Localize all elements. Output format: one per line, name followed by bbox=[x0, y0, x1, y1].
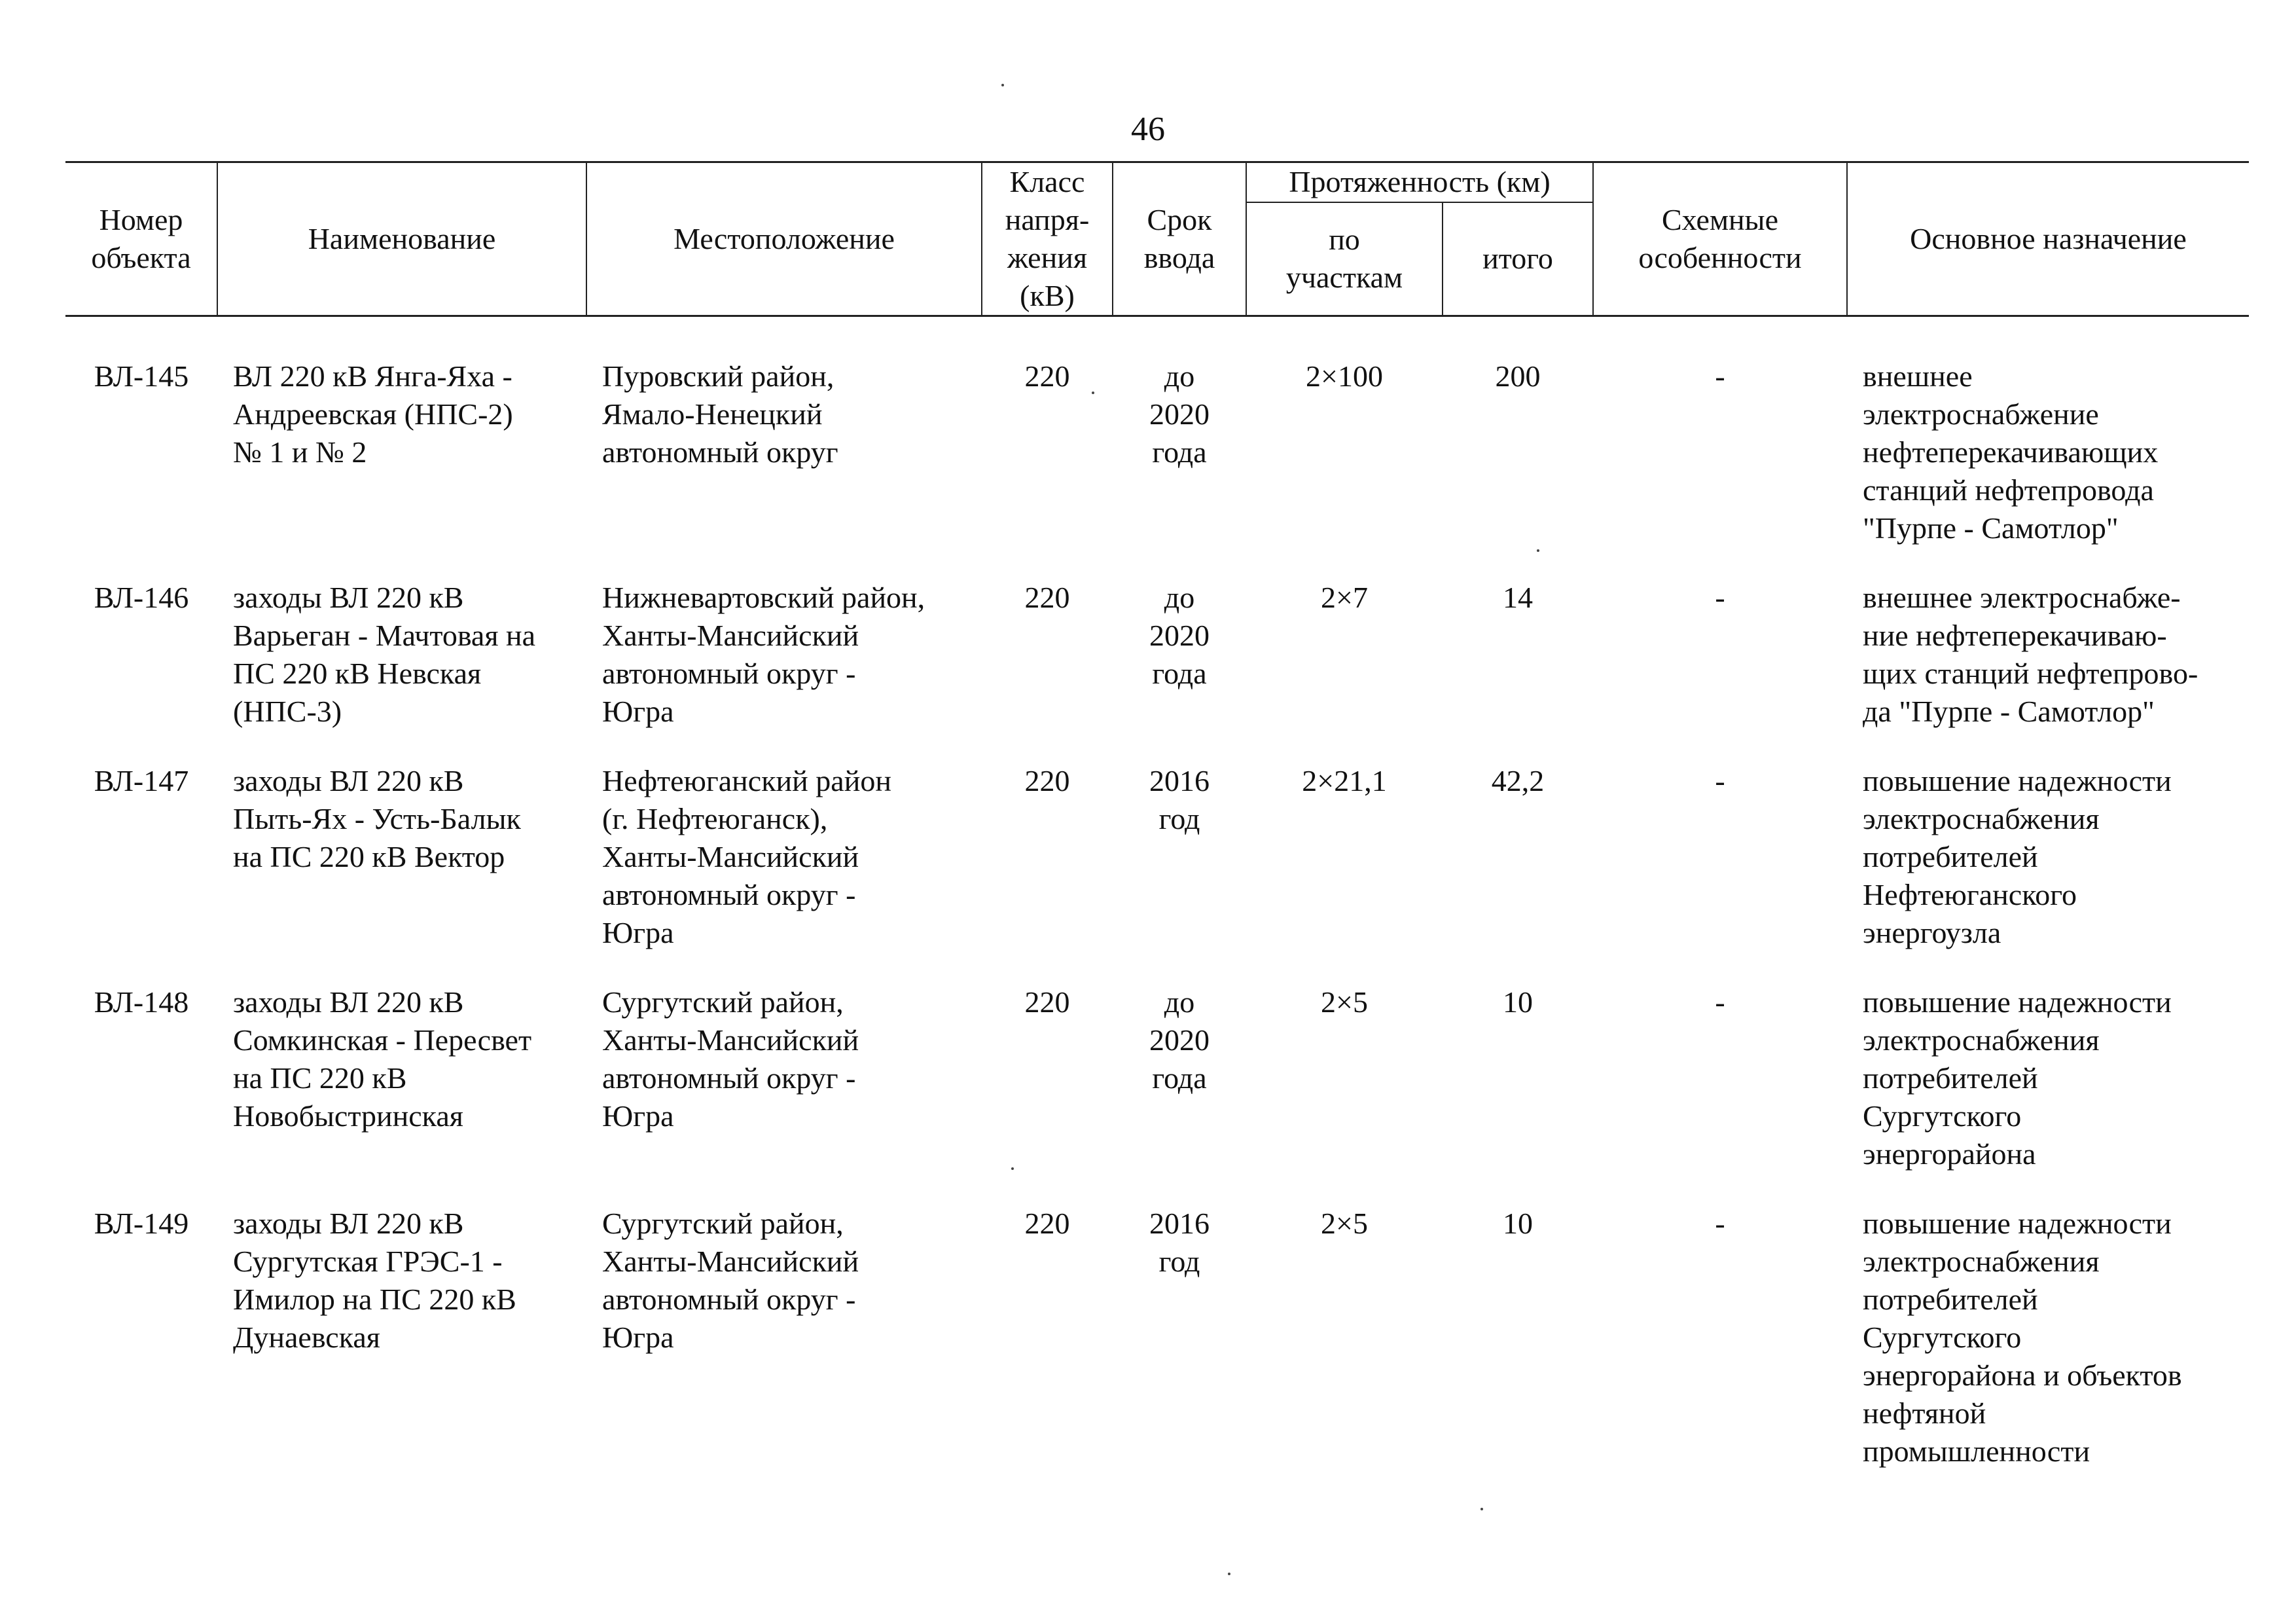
cell-purpose-line: электроснабжения bbox=[1863, 1023, 2100, 1057]
cell-location-line: автономный округ - bbox=[602, 1283, 856, 1316]
table-body bbox=[65, 316, 2249, 1503]
header-length-group: Протяженность (км) bbox=[1246, 162, 1593, 202]
cell-purpose bbox=[1847, 983, 2249, 1205]
cell-schematic: - bbox=[1715, 1207, 1725, 1240]
cell-location bbox=[586, 983, 982, 1205]
power-lines-table bbox=[65, 161, 2249, 1502]
scan-speck bbox=[1480, 1508, 1483, 1510]
cell-voltage: 220 bbox=[1024, 1207, 1070, 1240]
header-purpose: Основное назначение bbox=[1847, 162, 2249, 316]
scan-speck bbox=[1228, 1573, 1230, 1575]
scan-speck bbox=[1001, 84, 1004, 86]
header-line: Класс bbox=[1009, 165, 1085, 198]
cell-name-line: № 1 и № 2 bbox=[233, 435, 367, 469]
cell-length-total: 10 bbox=[1503, 1207, 1533, 1240]
cell-name-line: Имилор на ПС 220 кВ bbox=[233, 1283, 516, 1316]
cell-voltage: 220 bbox=[1024, 581, 1070, 614]
cell-purpose-line: энергорайона и объектов bbox=[1863, 1359, 2182, 1392]
cell-location-line: Сургутский район, bbox=[602, 985, 844, 1019]
cell-name-line: заходы ВЛ 220 кВ bbox=[233, 985, 464, 1019]
cell-purpose-line: энергоузла bbox=[1863, 916, 2001, 949]
cell-length-total: 42,2 bbox=[1491, 764, 1545, 797]
header-location: Местоположение bbox=[586, 162, 982, 316]
cell-location bbox=[586, 316, 982, 579]
cell-name-line: Дунаевская bbox=[233, 1321, 380, 1354]
cell-term-line: до bbox=[1164, 581, 1195, 614]
cell-name-line: Андреевская (НПС-2) bbox=[233, 397, 513, 431]
cell-name-line: Сургутская ГРЭС-1 - bbox=[233, 1245, 503, 1278]
cell-purpose-line: Сургутского bbox=[1863, 1099, 2022, 1133]
cell-name bbox=[217, 983, 586, 1205]
cell-purpose-line: внешнее электроснабже- bbox=[1863, 581, 2181, 614]
cell-name bbox=[217, 762, 586, 983]
cell-term-line: 2020 bbox=[1149, 1023, 1210, 1057]
cell-purpose-line: электроснабжение bbox=[1863, 397, 2099, 431]
cell-term bbox=[1113, 316, 1246, 579]
cell-term-line: года bbox=[1152, 1061, 1207, 1095]
cell-object-number: ВЛ-148 bbox=[94, 985, 189, 1019]
cell-location-line: Ханты-Мансийский bbox=[602, 619, 859, 652]
cell-length-total: 14 bbox=[1503, 581, 1533, 614]
cell-name-line: на ПС 220 кВ Вектор bbox=[233, 840, 505, 873]
cell-purpose-line: потребителей bbox=[1863, 840, 2038, 873]
cell-length-sections: 2×5 bbox=[1321, 1207, 1368, 1240]
cell-term-line: год bbox=[1158, 1245, 1200, 1278]
cell-term bbox=[1113, 579, 1246, 762]
cell-location-line: Югра bbox=[602, 695, 674, 728]
cell-location-line: Югра bbox=[602, 916, 674, 949]
header-line: Срок bbox=[1147, 203, 1212, 236]
cell-purpose-line: потребителей bbox=[1863, 1061, 2038, 1095]
cell-purpose-line: повышение надежности bbox=[1863, 1207, 2172, 1240]
cell-location-line: Ханты-Мансийский bbox=[602, 840, 859, 873]
cell-purpose-line: электроснабжения bbox=[1863, 1245, 2100, 1278]
cell-purpose-line: энергорайона bbox=[1863, 1137, 2036, 1171]
cell-purpose-line: "Пурпе - Самотлор" bbox=[1863, 511, 2119, 545]
cell-term-line: 2016 bbox=[1149, 1207, 1210, 1240]
cell-purpose-line: щих станций нефтепрово- bbox=[1863, 657, 2198, 690]
cell-schematic: - bbox=[1715, 581, 1725, 614]
header-line: объекта bbox=[91, 241, 191, 274]
cell-location-line: Ямало-Ненецкий bbox=[602, 397, 823, 431]
cell-location-line: автономный округ - bbox=[602, 1061, 856, 1095]
cell-name bbox=[217, 316, 586, 579]
cell-length-sections: 2×5 bbox=[1321, 985, 1368, 1019]
cell-object-number: ВЛ-145 bbox=[94, 359, 189, 393]
cell-purpose-line: внешнее bbox=[1863, 359, 1973, 393]
cell-name-line: Пыть-Ях - Усть-Балык bbox=[233, 802, 521, 835]
cell-name bbox=[217, 1205, 586, 1502]
cell-voltage: 220 bbox=[1024, 359, 1070, 393]
cell-purpose-line: повышение надежности bbox=[1863, 985, 2172, 1019]
cell-term-line: года bbox=[1152, 435, 1207, 469]
cell-name-line: Варьеган - Мачтовая на bbox=[233, 619, 536, 652]
header-length-total: итого bbox=[1443, 202, 1593, 316]
cell-name-line: ВЛ 220 кВ Янга-Яха - bbox=[233, 359, 512, 393]
cell-purpose-line: ние нефтеперекачиваю- bbox=[1863, 619, 2167, 652]
cell-schematic: - bbox=[1715, 764, 1725, 797]
cell-purpose-line: нефтеперекачивающих bbox=[1863, 435, 2159, 469]
header-line: ввода bbox=[1143, 241, 1215, 274]
cell-purpose-line: потребителей bbox=[1863, 1283, 2038, 1316]
cell-location bbox=[586, 1205, 982, 1502]
table-row bbox=[65, 983, 2249, 1205]
cell-object-number: ВЛ-146 bbox=[94, 581, 189, 614]
cell-location-line: Нефтеюганский район bbox=[602, 764, 891, 797]
cell-name-line: заходы ВЛ 220 кВ bbox=[233, 764, 464, 797]
cell-location-line: автономный округ - bbox=[602, 657, 856, 690]
cell-term-line: года bbox=[1152, 657, 1207, 690]
cell-term-line: 2020 bbox=[1149, 397, 1210, 431]
cell-purpose bbox=[1847, 316, 2249, 579]
cell-length-sections: 2×21,1 bbox=[1302, 764, 1387, 797]
cell-name-line: Сомкинская - Пересвет bbox=[233, 1023, 532, 1057]
cell-location-line: Ханты-Мансийский bbox=[602, 1023, 859, 1057]
cell-schematic: - bbox=[1715, 985, 1725, 1019]
cell-term bbox=[1113, 983, 1246, 1205]
cell-location-line: Пуровский район, bbox=[602, 359, 834, 393]
cell-object-number: ВЛ-147 bbox=[94, 764, 189, 797]
table-header bbox=[65, 162, 2249, 316]
cell-term-line: год bbox=[1158, 802, 1200, 835]
cell-name-line: (НПС-3) bbox=[233, 695, 342, 728]
cell-term-line: до bbox=[1164, 985, 1195, 1019]
cell-location-line: Нижневартовский район, bbox=[602, 581, 925, 614]
cell-purpose-line: повышение надежности bbox=[1863, 764, 2172, 797]
cell-purpose-line: станций нефтепровода bbox=[1863, 473, 2154, 507]
cell-location-line: автономный округ - bbox=[602, 878, 856, 911]
header-name: Наименование bbox=[217, 162, 586, 316]
cell-term bbox=[1113, 762, 1246, 983]
cell-purpose-line: промышленности bbox=[1863, 1434, 2090, 1468]
cell-location-line: Югра bbox=[602, 1321, 674, 1354]
page-number: 46 bbox=[1131, 111, 1165, 148]
cell-length-sections: 2×7 bbox=[1321, 581, 1368, 614]
cell-purpose-line: нефтяной bbox=[1863, 1396, 1986, 1430]
cell-length-total: 200 bbox=[1495, 359, 1541, 393]
cell-term-line: 2016 bbox=[1149, 764, 1210, 797]
cell-name-line: ПС 220 кВ Невская bbox=[233, 657, 482, 690]
table-row bbox=[65, 1205, 2249, 1502]
cell-term-line: до bbox=[1164, 359, 1195, 393]
header-object-number bbox=[65, 162, 217, 316]
header-line: Схемные bbox=[1661, 203, 1778, 236]
scan-speck bbox=[1092, 392, 1094, 394]
cell-purpose-line: электроснабжения bbox=[1863, 802, 2100, 835]
header-line: участкам bbox=[1285, 261, 1403, 295]
table-row bbox=[65, 762, 2249, 983]
cell-location-line: Югра bbox=[602, 1099, 674, 1133]
cell-purpose-line: Сургутского bbox=[1863, 1321, 2022, 1354]
cell-name-line: Новобыстринская bbox=[233, 1099, 463, 1133]
cell-name bbox=[217, 579, 586, 762]
header-line: жения bbox=[1007, 241, 1087, 274]
cell-purpose-line: Нефтеюганского bbox=[1863, 878, 2077, 911]
header-line: напря- bbox=[1005, 203, 1090, 236]
cell-purpose-line: да "Пурпе - Самотлор" bbox=[1863, 695, 2155, 728]
scan-speck bbox=[1537, 549, 1539, 552]
cell-length-total: 10 bbox=[1503, 985, 1533, 1019]
cell-location bbox=[586, 762, 982, 983]
cell-location-line: (г. Нефтеюганск), bbox=[602, 802, 828, 835]
header-line: по bbox=[1329, 223, 1360, 257]
cell-schematic: - bbox=[1715, 359, 1725, 393]
cell-location-line: автономный округ bbox=[602, 435, 838, 469]
header-voltage-class bbox=[982, 162, 1113, 316]
cell-name-line: заходы ВЛ 220 кВ bbox=[233, 1207, 464, 1240]
cell-voltage: 220 bbox=[1024, 985, 1070, 1019]
scan-speck bbox=[1011, 1167, 1014, 1170]
table-row bbox=[65, 579, 2249, 762]
cell-term-line: 2020 bbox=[1149, 619, 1210, 652]
header-schematic bbox=[1593, 162, 1847, 316]
cell-voltage: 220 bbox=[1024, 764, 1070, 797]
header-line: Номер bbox=[99, 203, 183, 236]
header-length-sections bbox=[1246, 202, 1443, 316]
cell-location-line: Ханты-Мансийский bbox=[602, 1245, 859, 1278]
cell-name-line: на ПС 220 кВ bbox=[233, 1061, 407, 1095]
header-line: особенности bbox=[1638, 241, 1802, 274]
cell-purpose bbox=[1847, 579, 2249, 762]
cell-purpose bbox=[1847, 1205, 2249, 1502]
cell-term bbox=[1113, 1205, 1246, 1502]
cell-purpose bbox=[1847, 762, 2249, 983]
header-commissioning bbox=[1113, 162, 1246, 316]
cell-location-line: Сургутский район, bbox=[602, 1207, 844, 1240]
cell-length-sections: 2×100 bbox=[1306, 359, 1383, 393]
cell-location bbox=[586, 579, 982, 762]
cell-object-number: ВЛ-149 bbox=[94, 1207, 189, 1240]
cell-name-line: заходы ВЛ 220 кВ bbox=[233, 581, 464, 614]
header-line: (кВ) bbox=[1020, 279, 1075, 312]
table-row bbox=[65, 316, 2249, 579]
